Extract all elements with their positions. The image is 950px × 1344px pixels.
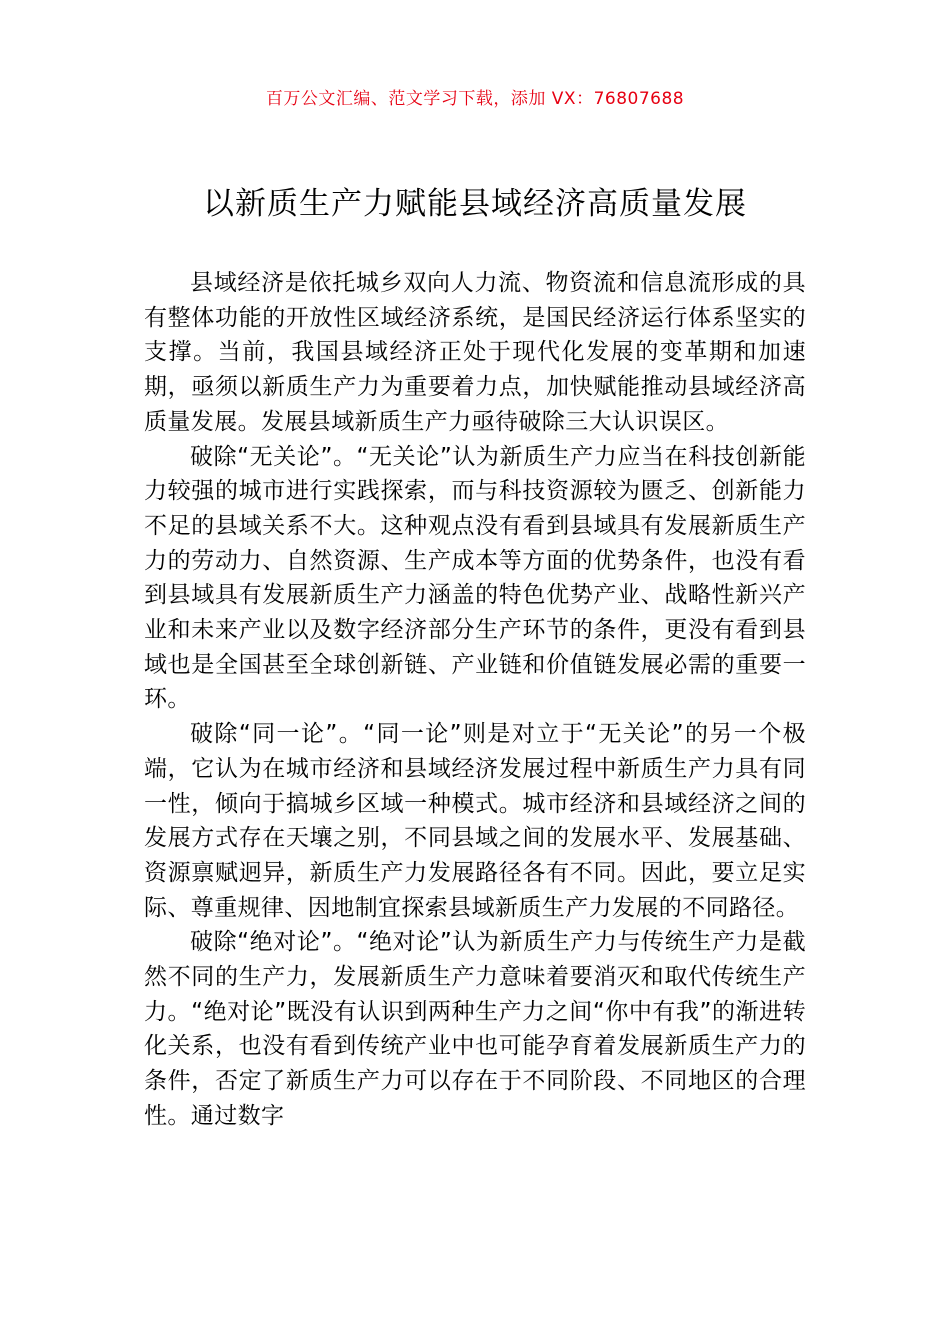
- body-paragraph: 破除“无关论”。“无关论”认为新质生产力应当在科技创新能力较强的城市进行实践探索，而与科技资源较为匮乏、创新能力不足的县域关系不大。这种观点没有看到县域具有发展新质生产力的劳动力、自然资源、生产成本等方面的优势条件，也没有看到县域具有发展新质生产力涵盖的特色优势产业、战略性新兴产业和未来产业以及数字经济部分生产环节的条件，更没有看到县域也是全国甚至全球创新链、产业链和价值链发展必需的重要一环。: [144, 443, 806, 713]
- body-paragraph: 破除“绝对论”。“绝对论”认为新质生产力与传统生产力是截然不同的生产力，发展新质生产力意味着要消灭和取代传统生产力。“绝对论”既没有认识到两种生产力之间“你中有我”的渐进转化关系，也没有看到传统产业中也可能孕育着发展新质生产力的条件，否定了新质生产力可以存在于不同阶段、不同地区的合理性。通过数字: [144, 929, 806, 1129]
- body-paragraph: 破除“同一论”。“同一论”则是对立于“无关论”的另一个极端，它认为在城市经济和县域经济发展过程中新质生产力具有同一性，倾向于搞城乡区域一种模式。城市经济和县域经济之间的发展方式存在天壤之别，不同县域之间的发展水平、发展基础、资源禀赋迥异，新质生产力发展路径各有不同。因此，要立足实际、尊重规律、因地制宜探索县域新质生产力发展的不同路径。: [144, 721, 806, 921]
- body-paragraph: 县域经济是依托城乡双向人力流、物资流和信息流形成的具有整体功能的开放性区域经济系统，是国民经济运行体系坚实的支撑。当前，我国县域经济正处于现代化发展的变革期和加速期，亟须以新质生产力为重要着力点，加快赋能推动县域经济高质量发展。发展县域新质生产力亟待破除三大认识误区。: [144, 270, 806, 435]
- document-body: [144, 266, 806, 1134]
- header-note: 百万公文汇编、范文学习下载，添加 VX：76807688: [265, 89, 685, 109]
- page-title: 以新质生产力赋能县域经济高质量发展: [203, 186, 747, 222]
